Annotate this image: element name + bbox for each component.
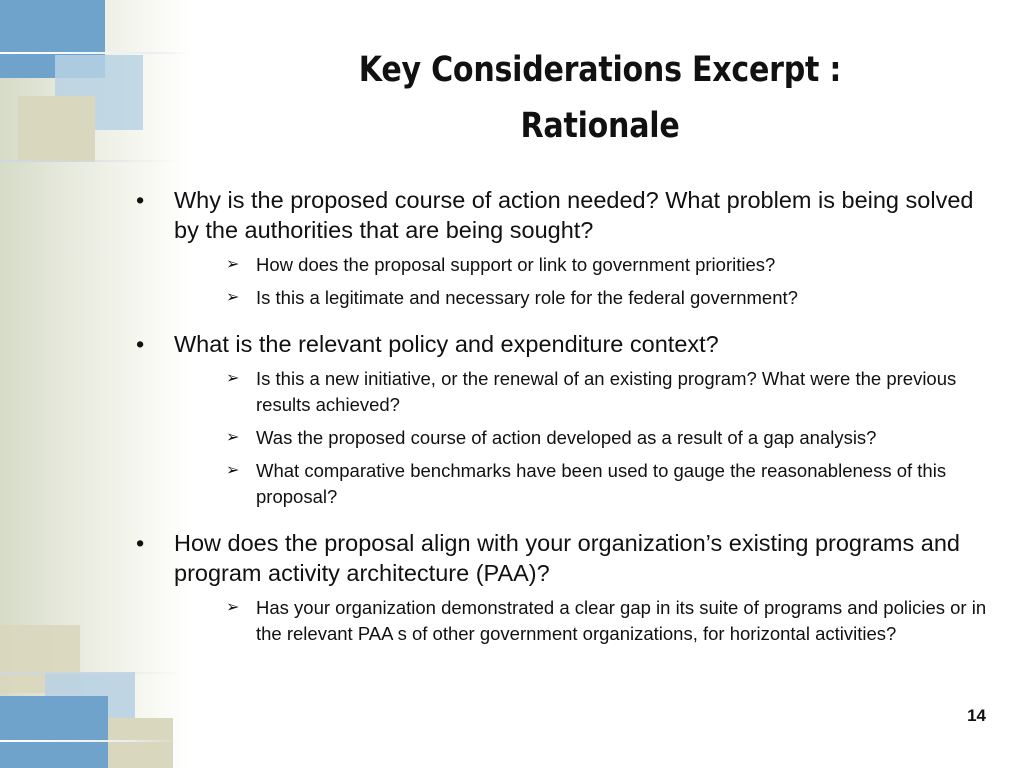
arrow-bullet-icon: ➢ — [226, 289, 240, 306]
sub-item-text: Has your organization demonstrated a clear gap in its suite of programs and policies or in the relevant PAA s of other government organizations, for horizontal activities? — [256, 597, 987, 644]
bullet-dot-icon: • — [136, 530, 145, 556]
sub-item-text: What comparative benchmarks have been used to gauge the reasonableness of this proposal? — [256, 460, 947, 507]
sub-item — [174, 285, 996, 311]
sub-item — [174, 252, 996, 278]
sub-item — [174, 366, 996, 418]
sub-item — [174, 595, 996, 647]
deco-block-blue-bottom — [0, 696, 108, 768]
deco-block-beige-bottom-2 — [108, 718, 173, 768]
bullet-text: How does the proposal align with your organization’s existing programs and program activity architecture (PAA)? — [174, 530, 960, 586]
slide-title-line-1: Key Considerations Excerpt : — [358, 50, 842, 90]
sub-item-text: Is this a new initiative, or the renewal of an existing program? What were the previous results achieved? — [256, 368, 957, 415]
sub-item — [174, 458, 996, 510]
bullet-text: What is the relevant policy and expenditure context? — [174, 331, 719, 357]
bullet-item — [136, 528, 996, 647]
bullet-text: Why is the proposed course of action needed? What problem is being solved by the authorities that are being sought? — [174, 187, 974, 243]
deco-line-top-2 — [0, 160, 180, 162]
arrow-bullet-icon: ➢ — [226, 370, 240, 387]
bullet-list — [136, 185, 996, 647]
sub-item-text: Is this a legitimate and necessary role for the federal government? — [256, 287, 798, 308]
deco-line-bottom-2 — [0, 740, 180, 742]
arrow-bullet-icon: ➢ — [226, 599, 240, 616]
sub-list — [174, 595, 996, 647]
sub-item-text: How does the proposal support or link to government priorities? — [256, 254, 776, 275]
deco-line-top — [0, 52, 190, 54]
bullet-item — [136, 329, 996, 510]
arrow-bullet-icon: ➢ — [226, 429, 240, 446]
deco-block-beige-top — [18, 96, 95, 162]
arrow-bullet-icon: ➢ — [226, 462, 240, 479]
slide-title-line-2: Rationale — [520, 106, 680, 146]
sub-item — [174, 425, 996, 451]
bullet-item — [136, 185, 996, 311]
sub-item-text: Was the proposed course of action developed as a result of a gap analysis? — [256, 427, 877, 448]
bullet-dot-icon: • — [136, 331, 145, 357]
slide-title — [299, 42, 901, 154]
sub-list — [174, 252, 996, 311]
bullet-dot-icon: • — [136, 187, 145, 213]
page-number: 14 — [967, 706, 986, 725]
arrow-bullet-icon: ➢ — [226, 256, 240, 273]
deco-line-bottom — [0, 672, 185, 674]
sub-list — [174, 366, 996, 510]
